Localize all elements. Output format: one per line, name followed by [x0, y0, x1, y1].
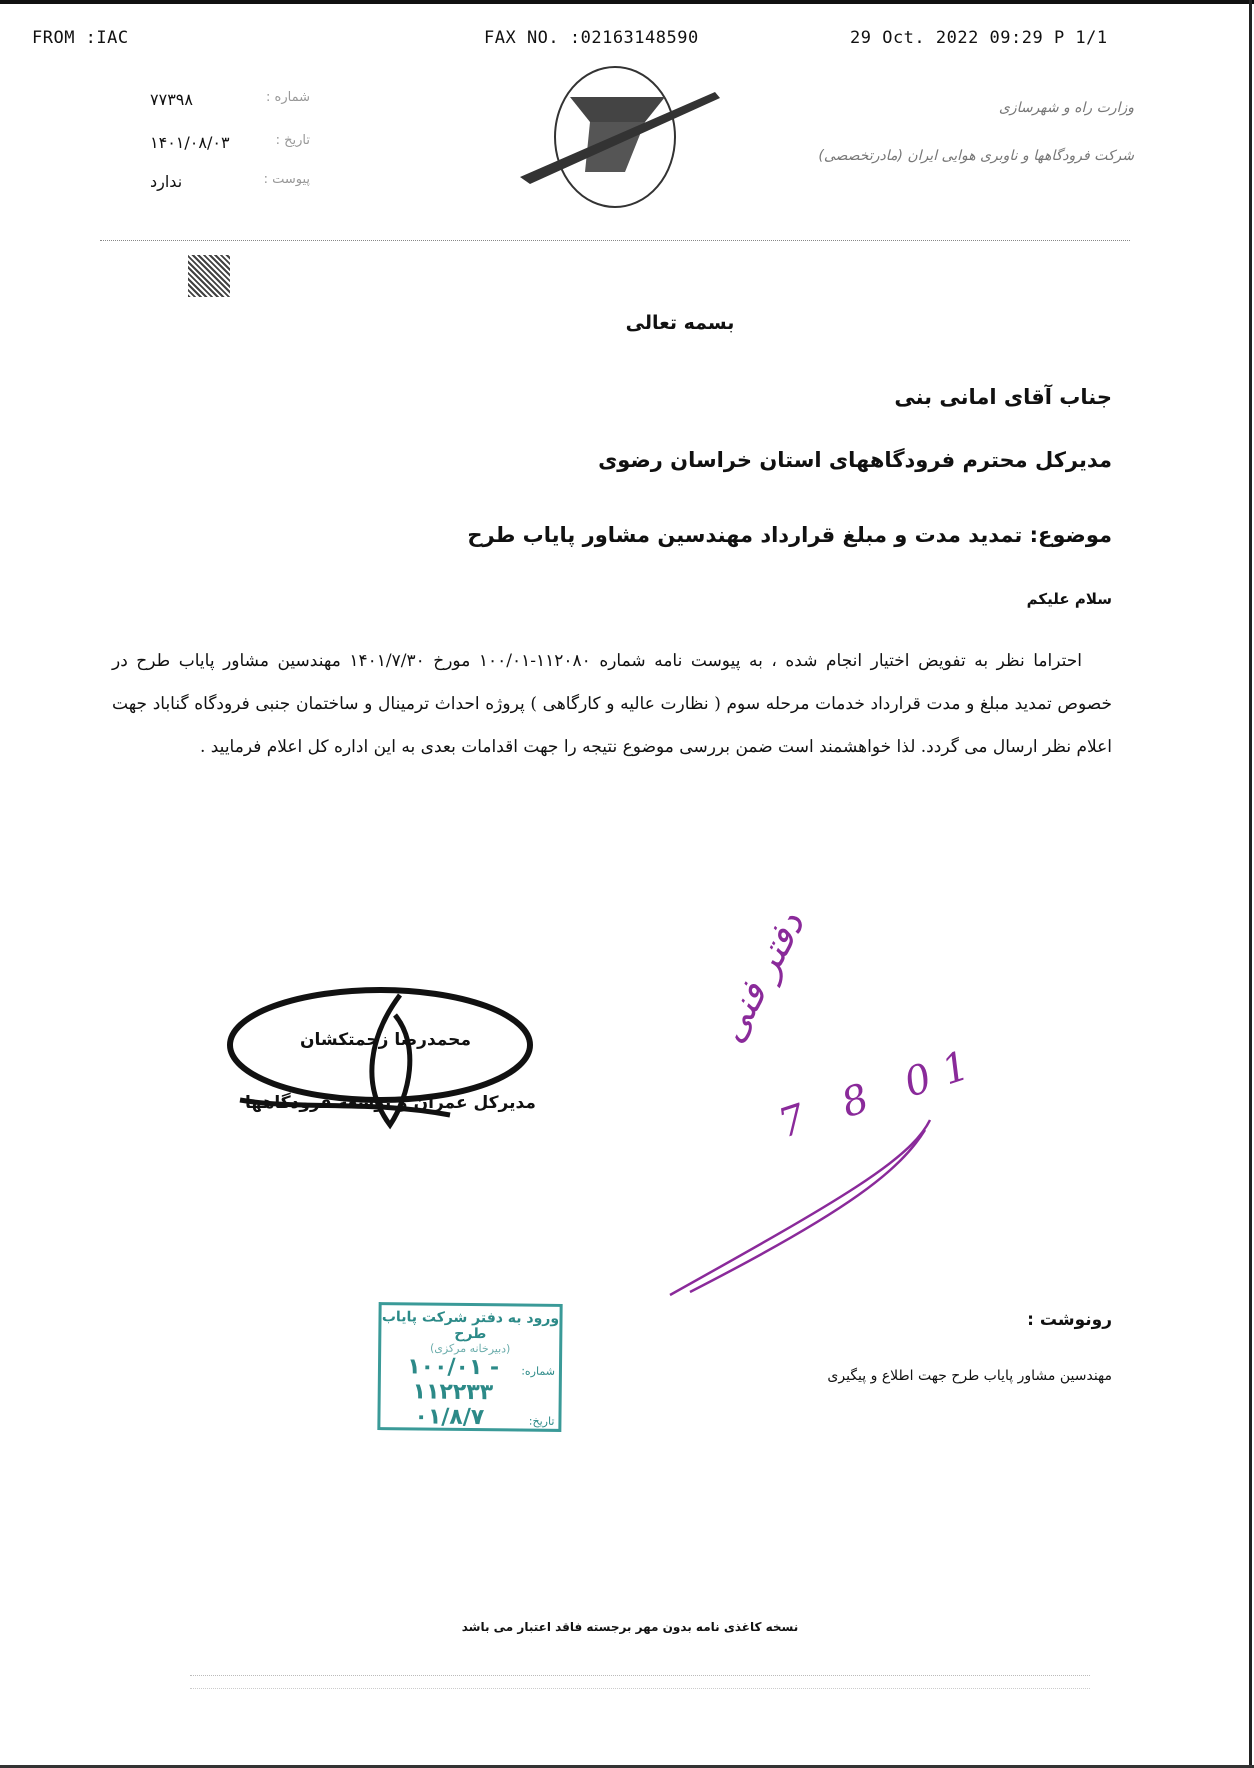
- stamp-number: ۱۰۰/۰۱ - ۱۱۲۲۳۳: [407, 1354, 500, 1406]
- signatory-name: محمدرضا زحمتکشان: [300, 1030, 471, 1050]
- cc-item: مهندسین مشاور پایاب طرح جهت اطلاع و پیگیری: [827, 1368, 1112, 1384]
- stamp-date: ۰۱/۸/۷: [414, 1404, 485, 1431]
- airports-company-logo: [515, 62, 725, 212]
- date-label: تاریخ :: [275, 133, 310, 148]
- org-company: شرکت فرودگاهها و ناوبری هوایی ایران (مادرتخصصی): [818, 148, 1134, 164]
- fax-number: FAX NO. :02163148590: [484, 28, 699, 48]
- letter-date: [150, 133, 310, 152]
- handwritten-strokes: [660, 900, 960, 1300]
- letter-body: احتراما نظر به تفویض اختیار انجام شده ، به پیوست نامه شماره ۱۱۲۰۸۰-۱۰۰/۰۱ مورخ ۱۴۰۱/۷/۳۰ مهندسین مشاور پایاب طرح در خصوص تمدید مبلغ و مدت قرارداد خدمات مرحله سوم ( نظارت عالیه و کارگاهی ) پروژه احداث ترمینال و ساختمان جنبی فرودگاه گناباد جهت اعلام نظر ارسال می گردد. لذا خواهشمند است ضمن بررسی موضوع نتیجه را جهت اقدامات بعدی به این اداره کل اعلام فرمایید .: [112, 651, 1112, 757]
- stamp-date-label: تاریخ:: [528, 1414, 555, 1428]
- cc-label: رونوشت :: [1027, 1310, 1112, 1330]
- footer-note: نسخه کاغذی نامه بدون مهر برجسته فاقد اعتبار می باشد: [461, 1620, 799, 1634]
- fax-from: FROM :IAC: [32, 28, 129, 48]
- attachment-label: پیوست :: [263, 172, 310, 187]
- subject: موضوع: تمدید مدت و مبلغ قرارداد مهندسین مشاور پایاب طرح: [467, 523, 1112, 547]
- attachment-value: ندارد: [150, 172, 183, 191]
- recipient-name: جناب آقای امانی بنی: [894, 385, 1112, 409]
- recipient-title: مدیرکل محترم فرودگاههای استان خراسان رضوی: [598, 448, 1112, 472]
- stamp-subtitle: (دبیرخانه مرکزی): [429, 1341, 511, 1356]
- header-divider: [100, 240, 1130, 241]
- stamp-number-label: شماره:: [521, 1364, 556, 1378]
- greeting: سلام علیکم: [1026, 590, 1112, 608]
- org-ministry: وزارت راه و شهرسازی: [998, 100, 1134, 116]
- handwritten-note-text: دفتر فنی: [707, 904, 813, 1050]
- number-value: ۷۷۳۹۸: [150, 90, 193, 109]
- fax-datetime: 29 Oct. 2022 09:29 P 1/1: [850, 28, 1108, 48]
- qr-code: [188, 255, 230, 297]
- footer-address-faint: [190, 1675, 1090, 1689]
- letter-number: [150, 90, 310, 109]
- fax-edge-right: [1249, 0, 1252, 1768]
- receipt-stamp: [377, 1302, 562, 1432]
- handwritten-note-numbers: 7 8 01: [773, 1038, 989, 1148]
- stamp-title: ورود به دفتر شرکت پایاب طرح: [381, 1309, 560, 1343]
- signature-scribble: [220, 975, 550, 1145]
- fax-edge-top: [0, 0, 1254, 4]
- date-value: ۱۴۰۱/۰۸/۰۳: [150, 133, 230, 152]
- heading: بسمه تعالی: [625, 312, 735, 334]
- number-label: شماره :: [266, 90, 310, 105]
- signatory-title: مدیرکل عمران و توسعه فرودگاهها: [245, 1093, 536, 1113]
- letter-attachment: [150, 172, 310, 191]
